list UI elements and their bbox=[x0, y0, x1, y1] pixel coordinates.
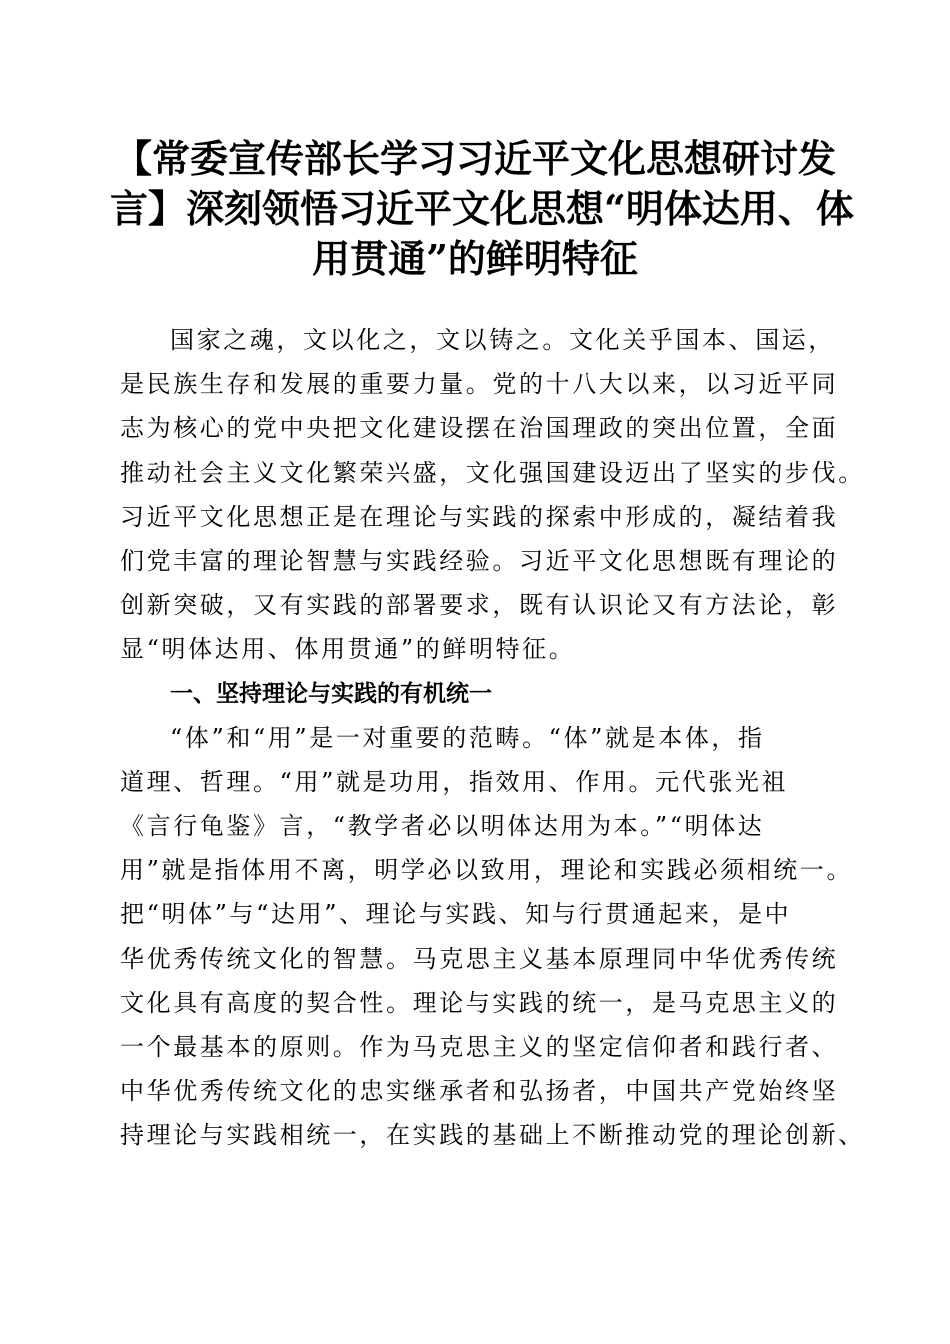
document-body bbox=[120, 318, 865, 1158]
text-line: 显“明体达用、体用贯通”的鲜明特征。 bbox=[120, 635, 576, 664]
title-line: 言】深刻领悟习近平文化思想“明体达用、体 bbox=[110, 186, 854, 231]
text-line: 把“明体”与“达用”、理论与实践、知与行贯通起来，是中 bbox=[120, 900, 792, 929]
paragraph-section1 bbox=[120, 716, 865, 1158]
section-heading: 一、坚持理论与实践的有机统一 bbox=[170, 680, 492, 707]
text-line: 习近平文化思想正是在理论与实践的探索中形成的，凝结着我 bbox=[120, 502, 839, 531]
text-line: 志为核心的党中央把文化建设摆在治国理政的突出位置，全面 bbox=[120, 414, 839, 443]
text-line: 持理论与实践相统一，在实践的基础上不断推动党的理论创新、 bbox=[120, 1121, 865, 1150]
text-line: 华优秀传统文化的智慧。马克思主义基本原理同中华优秀传统 bbox=[120, 944, 839, 973]
document-title bbox=[110, 134, 854, 284]
text-line: 是民族生存和发展的重要力量。党的十八大以来，以习近平同 bbox=[120, 370, 839, 399]
title-line: 用贯通”的鲜明特征 bbox=[312, 236, 638, 281]
text-line: 中华优秀传统文化的忠实继承者和弘扬者，中国共产党始终坚 bbox=[120, 1077, 839, 1106]
text-line: 文化具有高度的契合性。理论与实践的统一，是马克思主义的 bbox=[120, 988, 839, 1017]
text-line: 道理、哲理。“用”就是功用，指效用、作用。元代张光祖 bbox=[120, 767, 789, 796]
paragraph-intro bbox=[120, 318, 865, 672]
text-line: 一个最基本的原则。作为马克思主义的坚定信仰者和践行者、 bbox=[120, 1033, 839, 1061]
text-line: 用”就是指体用不离，明学必以致用，理论和实践必须相统一。 bbox=[120, 856, 854, 885]
text-line: 创新突破，又有实践的部署要求，既有认识论又有方法论，彰 bbox=[120, 591, 839, 620]
text-line: 《言行龟鉴》言，“教学者必以明体达用为本。”“明体达 bbox=[120, 812, 765, 841]
text-line: 国家之魂，文以化之，文以铸之。文化关乎国本、国运， bbox=[170, 326, 835, 354]
text-line: 们党丰富的理论智慧与实践经验。习近平文化思想既有理论的 bbox=[120, 546, 839, 575]
title-line: 【常委宣传部长学习习近平文化思想研讨发 bbox=[113, 136, 836, 181]
text-line: 推动社会主义文化繁荣兴盛，文化强国建设迈出了坚实的步伐。 bbox=[120, 458, 865, 487]
text-line: “体”和“用”是一对重要的范畴。“体”就是本体，指 bbox=[170, 723, 765, 752]
